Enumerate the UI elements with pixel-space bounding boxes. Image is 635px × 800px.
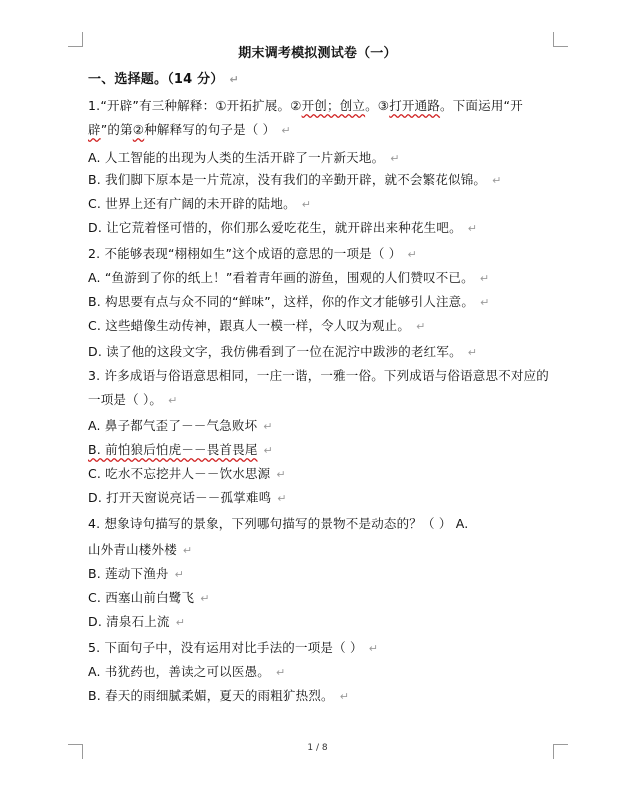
page-number: 1 / 8 [307,743,328,753]
option-4c: C. 西塞山前白鹭飞 ↵ [88,590,210,605]
question-5: 5. 下面句子中，没有运用对比手法的一项是（ ） ↵ [88,640,379,655]
option-1a: A. 人工智能的出现为人类的生活开辟了一片新天地。 ↵ [88,150,400,165]
margin-corner-top-right [553,32,568,47]
question-3-line-1: 3. 许多成语与俗语意思相同，一庄一谐，一雅一俗。下列成语与俗语意思不对应的 [88,368,550,383]
margin-corner-top-left [68,32,83,47]
page-title: 期末调考模拟测试卷（一） [238,46,397,61]
option-2b: B. 构思要有点与众不同的“鲜味”，这样，你的作文才能够引人注意。 ↵ [88,294,490,309]
option-3d: D. 打开天窗说亮话－－孤掌难鸣 ↵ [88,490,287,505]
question-1-line-2: 辟”的第②种解释写的句子是（ ） ↵ [88,122,291,137]
section-heading: 一、选择题。（14 分） ↵ [88,72,239,87]
option-3c: C. 吃水不忘挖井人－－饮水思源 ↵ [88,466,286,481]
option-2a: A. “鱼游到了你的纸上！”看着青年画的游鱼，围观的人们赞叹不已。 ↵ [88,270,490,285]
question-4: 4. 想象诗句描写的景象，下列哪句描写的景物不是动态的？（ ） A. [88,516,469,531]
option-4a: 山外青山楼外楼 ↵ [88,542,193,557]
question-2: 2. 不能够表现“栩栩如生”这个成语的意思的一项是（ ） ↵ [88,246,417,261]
option-4d: D. 清泉石上流 ↵ [88,614,186,629]
question-1-line-1: 1.“开辟”有三种解释：①开拓扩展。②开创；创立。③打开通路。下面运用“开 [88,98,523,113]
option-2c: C. 这些蜡像生动传神，跟真人一模一样，令人叹为观止。 ↵ [88,318,426,333]
option-4b: B. 莲动下渔舟 ↵ [88,566,185,581]
option-1c: C. 世界上还有广阔的未开辟的陆地。 ↵ [88,196,312,211]
option-5a: A. 书犹药也，善读之可以医愚。 ↵ [88,664,286,679]
option-3b: B. 前怕狼后怕虎－－畏首畏尾 ↵ [88,442,273,457]
option-3a: A. 鼻子都气歪了－－气急败坏 ↵ [88,418,273,433]
option-5b: B. 春天的雨细腻柔媚，夏天的雨粗犷热烈。 ↵ [88,688,350,703]
question-3-line-2: 一项是（ ）。 ↵ [88,392,178,407]
option-1d: D. 让它荒着怪可惜的，你们那么爱吃花生，就开辟出来种花生吧。 ↵ [88,220,478,235]
option-2d: D. 读了他的这段文字，我仿佛看到了一位在泥泞中跋涉的老红军。 ↵ [88,344,478,359]
option-1b: B. 我们脚下原本是一片荒凉，没有我们的辛勤开辟，就不会繁花似锦。 ↵ [88,172,502,187]
